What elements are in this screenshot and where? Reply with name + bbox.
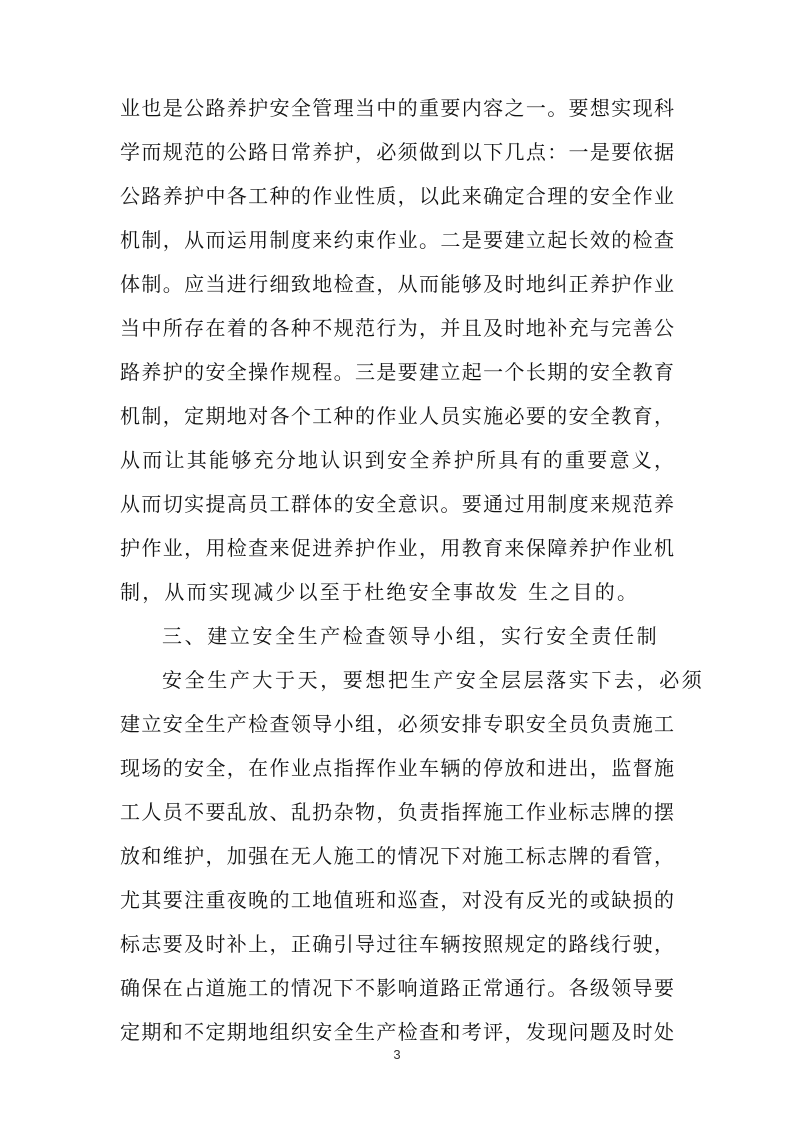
body-text-line: 业也是公路养护安全管理当中的重要内容之一。要想实现科 bbox=[120, 96, 674, 120]
body-text-line: 机制，从而运用制度来约束作业。二是要建立起长效的检查 bbox=[120, 228, 674, 252]
body-text-line: 标志要及时补上，正确引导过往车辆按照规定的路线行驶， bbox=[120, 932, 674, 956]
body-text-line: 现场的安全，在作业点指挥作业车辆的停放和进出，监督施 bbox=[120, 756, 674, 780]
body-text-line: 公路养护中各工种的作业性质，以此来确定合理的安全作业 bbox=[120, 184, 674, 208]
body-text-line: 机制，定期地对各个工种的作业人员实施必要的安全教育， bbox=[120, 404, 674, 428]
body-text-line: 当中所存在着的各种不规范行为，并且及时地补充与完善公 bbox=[120, 316, 674, 340]
page-number: 3 bbox=[393, 1047, 401, 1062]
body-text-line: 制，从而实现减少以至于杜绝安全事故发 生之目的。 bbox=[120, 580, 640, 604]
body-text-line: 从而让其能够充分地认识到安全养护所具有的重要意义， bbox=[120, 448, 674, 472]
body-text-line: 护作业，用检查来促进养护作业，用教育来保障养护作业机 bbox=[120, 536, 674, 560]
body-text-line: 确保在占道施工的情况下不影响道路正常通行。各级领导要 bbox=[120, 976, 674, 1000]
section-heading: 三、建立安全生产检查领导小组，实行安全责任制 bbox=[162, 624, 660, 648]
body-text-line: 路养护的安全操作规程。三是要建立起一个长期的安全教育 bbox=[120, 360, 674, 384]
body-text-line: 建立安全生产检查领导小组，必须安排专职安全员负责施工 bbox=[120, 712, 674, 736]
body-text-line: 学而规范的公路日常养护，必须做到以下几点：一是要依据 bbox=[120, 140, 674, 164]
body-text-line: 体制。应当进行细致地检查，从而能够及时地纠正养护作业 bbox=[120, 272, 674, 296]
paragraph-first-line: 安全生产大于天，要想把生产安全层层落实下去，必须 bbox=[162, 668, 705, 692]
body-text-line: 从而切实提高员工群体的安全意识。要通过用制度来规范养 bbox=[120, 492, 674, 516]
body-text-line: 尤其要注重夜晚的工地值班和巡查，对没有反光的或缺损的 bbox=[120, 888, 674, 912]
body-text-line: 工人员不要乱放、乱扔杂物，负责指挥施工作业标志牌的摆 bbox=[120, 800, 674, 824]
body-text-line: 放和维护，加强在无人施工的情况下对施工标志牌的看管， bbox=[120, 844, 674, 868]
body-text-line: 定期和不定期地组织安全生产检查和考评，发现问题及时处 bbox=[120, 1020, 674, 1044]
